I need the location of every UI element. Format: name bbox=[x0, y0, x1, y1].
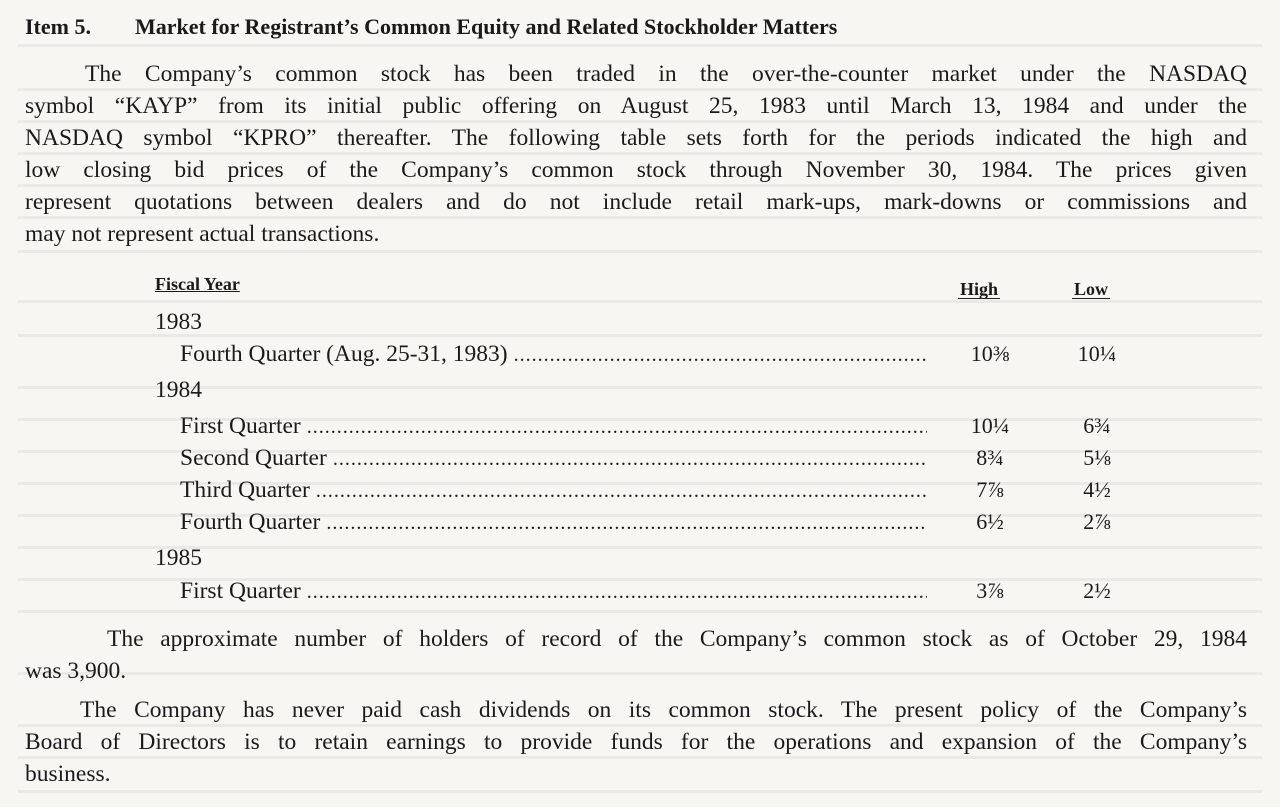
period-label: First Quarter ..... bbox=[180, 578, 927, 605]
column-header-low: Low bbox=[1074, 279, 1109, 299]
holders-paragraph bbox=[25, 623, 1247, 687]
period-label: Second Quarter ..... bbox=[180, 445, 927, 472]
intro-paragraph bbox=[25, 58, 1247, 250]
period-label: Third Quarter ..... bbox=[180, 477, 927, 504]
low-price: 6¾ bbox=[1083, 413, 1111, 438]
paragraph-line: The Company’s common stock has been traded in the over-the-counter market under the NASDAQ bbox=[85, 61, 1247, 87]
paragraph-line: NASDAQ symbol “KPRO” thereafter. The following table sets forth for the periods indicated the high and bbox=[25, 125, 1247, 151]
low-price: 4½ bbox=[1083, 477, 1111, 502]
column-header-high: High bbox=[960, 279, 999, 299]
high-price: 3⅞ bbox=[976, 578, 1004, 603]
paragraph-line: The approximate number of holders of record of the Company’s common stock as of October 29, 1984 bbox=[107, 626, 1247, 652]
paragraph-line: symbol “KAYP” from its initial public offering on August 25, 1983 until March 13, 1984 and under the bbox=[25, 93, 1247, 119]
paragraph-line: business. bbox=[25, 761, 111, 787]
low-price: 2⅞ bbox=[1083, 509, 1111, 534]
section-heading bbox=[25, 14, 837, 40]
paragraph-line: represent quotations between dealers and do not include retail mark-ups, mark-downs or commissions and bbox=[25, 189, 1247, 215]
paragraph-line: The Company has never paid cash dividends on its common stock. The present policy of the Company’s bbox=[80, 697, 1247, 723]
section-title: Market for Registrant’s Common Equity and Related Stockholder Matters bbox=[135, 14, 838, 39]
high-price: 6½ bbox=[976, 509, 1004, 534]
low-price: 2½ bbox=[1083, 578, 1111, 603]
paragraph-line: was 3,900. bbox=[25, 658, 127, 684]
year-label: 1984 bbox=[155, 377, 202, 403]
year-label: 1983 bbox=[155, 309, 202, 335]
low-price: 5⅛ bbox=[1083, 445, 1111, 470]
period-label: Fourth Quarter (Aug. 25-31, 1983) ..... bbox=[180, 341, 927, 368]
year-label: 1985 bbox=[155, 545, 202, 571]
high-price: 7⅞ bbox=[976, 477, 1004, 502]
paragraph-line: may not represent actual transactions. bbox=[25, 221, 380, 247]
low-price: 10¼ bbox=[1077, 341, 1117, 366]
column-header-fiscal-year: Fiscal Year bbox=[155, 274, 240, 294]
dividends-paragraph bbox=[25, 694, 1247, 790]
paragraph-line: Board of Directors is to retain earnings to provide funds for the operations and expansion of the Company’s bbox=[25, 729, 1247, 755]
period-label: First Quarter ..... bbox=[180, 413, 927, 440]
period-label: Fourth Quarter ..... bbox=[180, 509, 927, 536]
item-number: Item 5. bbox=[25, 14, 91, 39]
paragraph-line: low closing bid prices of the Company’s common stock through November 30, 1984. The prices given bbox=[25, 157, 1247, 183]
high-price: 8¾ bbox=[976, 445, 1004, 470]
high-price: 10¼ bbox=[970, 413, 1010, 438]
high-price: 10⅜ bbox=[970, 341, 1010, 366]
